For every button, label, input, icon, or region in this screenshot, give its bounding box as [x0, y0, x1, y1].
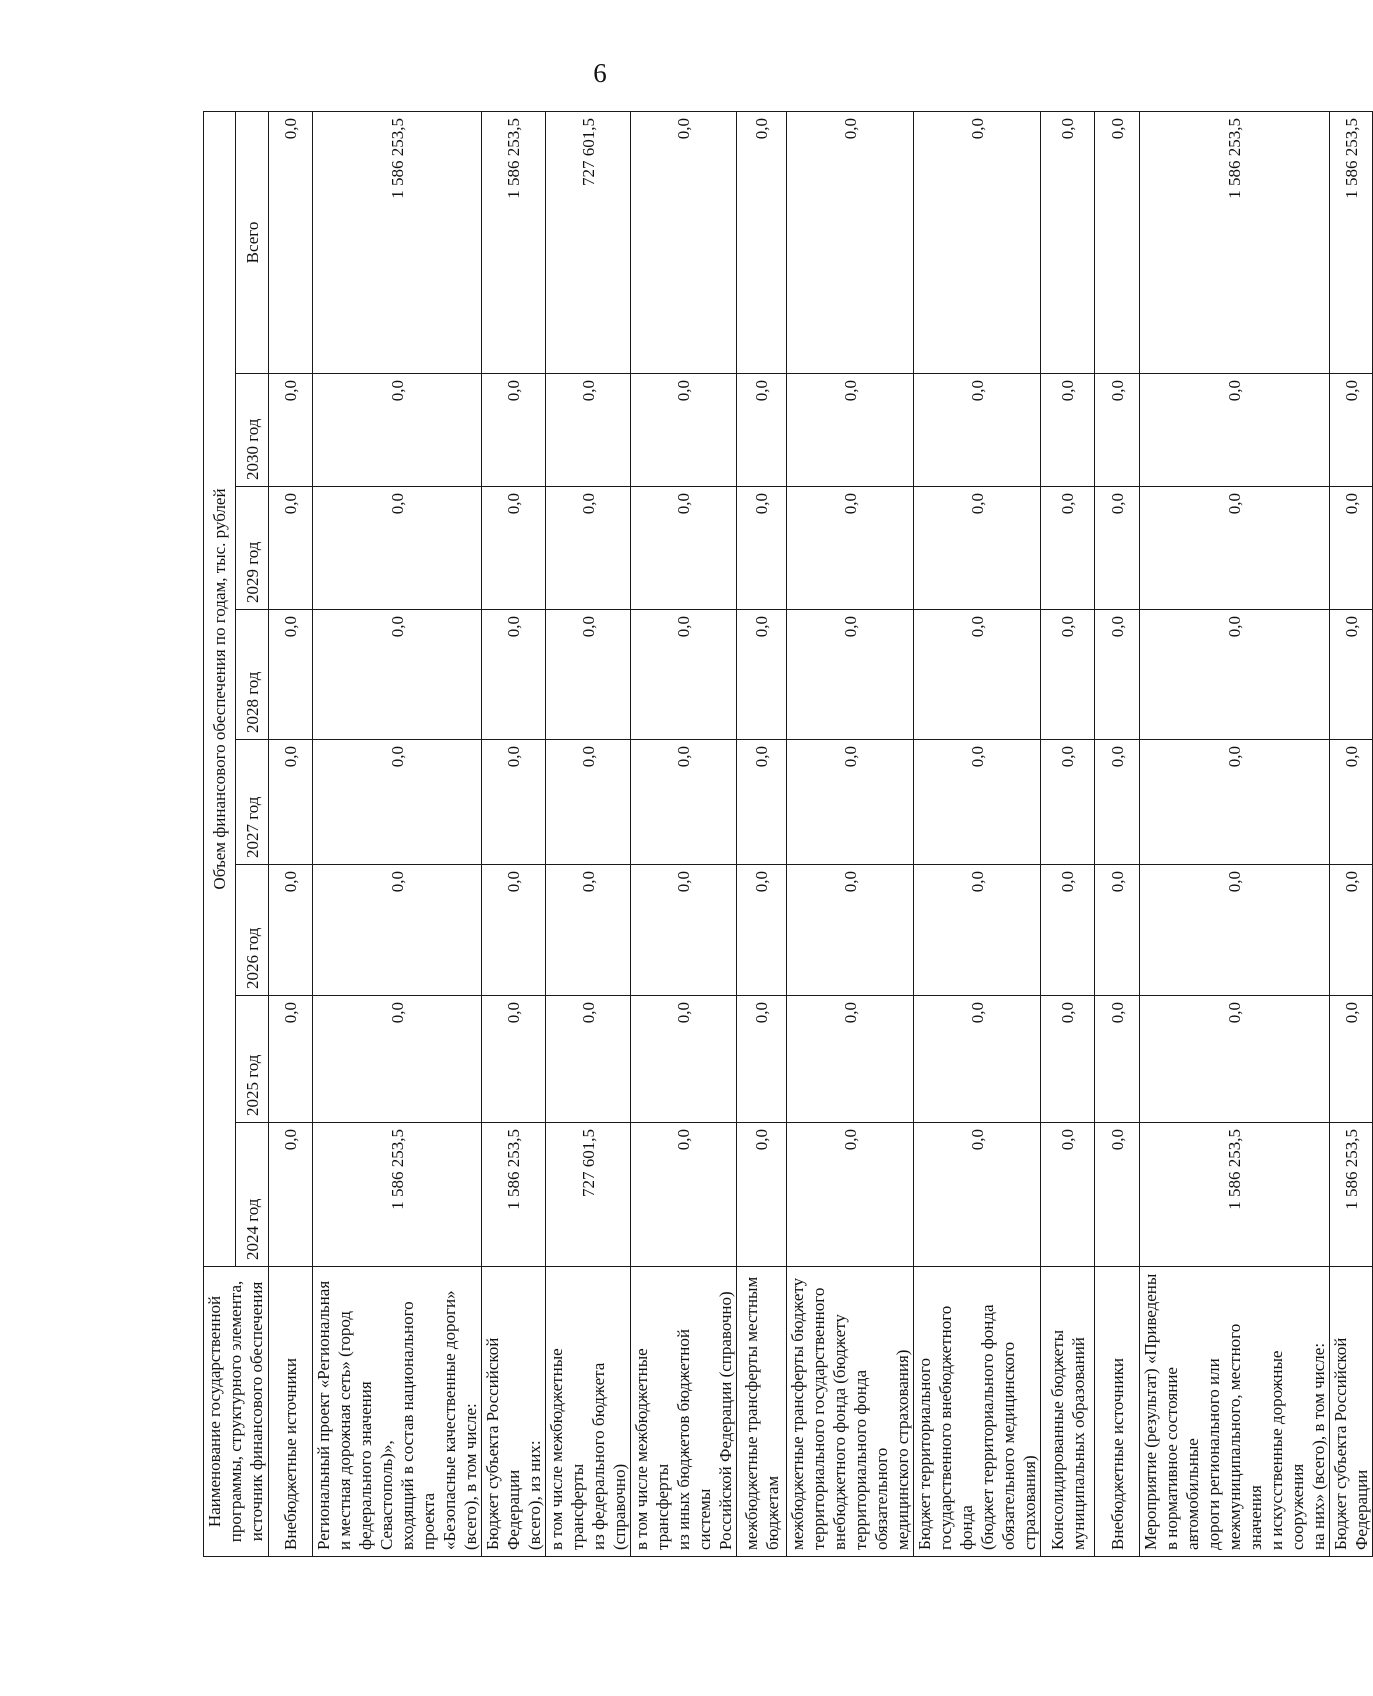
row-year-value: 0,0 [1140, 996, 1330, 1123]
row-year-value: 0,0 [1140, 865, 1330, 996]
row-label-line: Бюджет субъекта Российской Федерации [1331, 1337, 1371, 1550]
row-label-line: из иных бюджетов бюджетной системы [674, 1329, 714, 1550]
row-year-value: 0,0 [737, 374, 787, 487]
page-number: 6 [593, 58, 607, 88]
header-year-2027: 2027 год [236, 740, 269, 865]
row-year-value: 0,0 [787, 487, 914, 610]
table-row [914, 111, 1041, 1556]
row-year-value: 0,0 [1330, 996, 1373, 1123]
row-year-value: 0,0 [914, 610, 1041, 740]
row-label-line: Внебюджетные источники [1107, 1358, 1127, 1550]
row-year-value: 0,0 [631, 740, 737, 865]
row-year-value: 0,0 [914, 996, 1041, 1123]
row-label-line: государственного внебюджетного фонда [936, 1305, 976, 1550]
row-label-line: дороги регионального или [1204, 1358, 1223, 1550]
header-year-2024: 2024 год [236, 1123, 269, 1267]
row-year-value: 0,0 [269, 865, 313, 996]
row-label-line: внебюджетного фонда (бюджету [830, 1314, 849, 1550]
row-label [737, 1267, 787, 1557]
financing-table [203, 111, 1373, 1557]
row-label [1140, 1267, 1330, 1557]
rotated-table-wrapper [203, 112, 1371, 1557]
row-label-line: Мероприятие (результат) «Приведены [1141, 1273, 1160, 1550]
row-label [482, 1267, 546, 1557]
row-total-value: 0,0 [737, 111, 787, 373]
row-year-value: 0,0 [1041, 610, 1095, 740]
row-label-line: (всего), в том числе: [461, 1403, 480, 1550]
row-label-line: в том числе межбюджетные трансферты [547, 1348, 587, 1550]
row-label-line: межмуниципального, местного значения [1225, 1323, 1265, 1550]
row-label-line: медицинского страхования) [893, 1349, 912, 1550]
row-label-line: «Безопасные качественные дороги» [440, 1290, 459, 1550]
row-total-value: 727 601,5 [546, 111, 631, 373]
row-year-value: 0,0 [631, 374, 737, 487]
row-year-value: 0,0 [1041, 1123, 1095, 1267]
row-year-value: 0,0 [1095, 1123, 1140, 1267]
row-year-value: 0,0 [546, 996, 631, 1123]
row-label-line: на них» (всего), в том числе: [1309, 1342, 1328, 1550]
row-year-value: 0,0 [1330, 487, 1373, 610]
row-total-value: 0,0 [787, 111, 914, 373]
row-label-line: Региональный проект «Региональная [314, 1280, 333, 1550]
row-total-value: 0,0 [1041, 111, 1095, 373]
header-total: Всего [236, 111, 269, 373]
row-year-value: 0,0 [1095, 996, 1140, 1123]
row-year-value: 0,0 [313, 740, 482, 865]
row-year-value: 0,0 [787, 374, 914, 487]
row-total-value: 0,0 [631, 111, 737, 373]
row-label [1095, 1267, 1140, 1557]
row-total-value: 0,0 [1095, 111, 1140, 373]
row-year-value: 1 586 253,5 [313, 1123, 482, 1267]
row-year-value: 0,0 [482, 610, 546, 740]
row-year-value: 0,0 [1095, 374, 1140, 487]
row-year-value: 0,0 [914, 865, 1041, 996]
row-year-value: 0,0 [631, 487, 737, 610]
row-label-line: бюджетам [762, 1475, 782, 1550]
row-year-value: 0,0 [787, 865, 914, 996]
table-row [1095, 111, 1140, 1556]
row-total-value: 0,0 [269, 111, 313, 373]
row-year-value: 0,0 [313, 487, 482, 610]
row-year-value: 0,0 [546, 740, 631, 865]
row-year-value: 0,0 [482, 865, 546, 996]
row-year-value: 0,0 [1041, 740, 1095, 865]
row-year-value: 0,0 [313, 865, 482, 996]
row-label-line: муниципальных образований [1068, 1337, 1088, 1550]
row-year-value: 0,0 [737, 996, 787, 1123]
row-label-line: Бюджет территориального [915, 1358, 934, 1550]
row-year-value: 0,0 [1041, 374, 1095, 487]
row-label-line: Внебюджетные источники [281, 1358, 300, 1550]
row-label-line: в том числе межбюджетные трансферты [632, 1348, 672, 1550]
row-year-value: 0,0 [269, 996, 313, 1123]
row-total-value: 1 586 253,5 [1330, 111, 1373, 373]
table-row [1041, 111, 1095, 1556]
header-year-2025: 2025 год [236, 996, 269, 1123]
row-year-value: 0,0 [914, 740, 1041, 865]
row-label [787, 1267, 914, 1557]
header-financing-group: Объем финансового обеспечения по годам, тыс. рублей [204, 111, 236, 1266]
row-label [914, 1267, 1041, 1557]
row-year-value: 0,0 [1095, 865, 1140, 996]
row-label [1330, 1267, 1373, 1557]
row-year-value: 0,0 [269, 740, 313, 865]
row-label-line: межбюджетные трансферты местным [741, 1276, 761, 1550]
row-year-value: 0,0 [1041, 865, 1095, 996]
table-row [737, 111, 787, 1556]
table-row [787, 111, 914, 1556]
row-year-value: 0,0 [482, 740, 546, 865]
row-total-value: 0,0 [914, 111, 1041, 373]
header-name-column: Наименование государственной программы, структурного элемента, источник финансового обеспечения [204, 1267, 269, 1557]
row-year-value: 0,0 [1095, 487, 1140, 610]
row-total-value: 1 586 253,5 [482, 111, 546, 373]
row-label-line: входящий в состав национального проекта [398, 1301, 438, 1550]
row-year-value: 0,0 [1095, 610, 1140, 740]
row-year-value: 0,0 [546, 487, 631, 610]
row-year-value: 0,0 [1330, 865, 1373, 996]
row-label-line: (всего), из них: [525, 1440, 544, 1550]
row-year-value: 0,0 [1140, 487, 1330, 610]
row-year-value: 0,0 [737, 1123, 787, 1267]
table-row [269, 111, 313, 1556]
row-year-value: 0,0 [737, 865, 787, 996]
row-year-value: 0,0 [787, 1123, 914, 1267]
row-year-value: 0,0 [546, 865, 631, 996]
row-year-value: 0,0 [1140, 610, 1330, 740]
row-year-value: 0,0 [1095, 740, 1140, 865]
table-body [269, 111, 1373, 1556]
row-label-line: федерального значения Севастополь)», [356, 1381, 396, 1550]
row-year-value: 0,0 [737, 610, 787, 740]
row-year-value: 0,0 [631, 865, 737, 996]
row-label-line: межбюджетные трансферты бюджету [788, 1277, 807, 1550]
row-label-line: из федерального бюджета (справочно) [589, 1362, 629, 1550]
row-year-value: 0,0 [631, 996, 737, 1123]
row-label-line: в нормативное состояние автомобильные [1162, 1367, 1202, 1550]
row-year-value: 0,0 [787, 740, 914, 865]
row-label-line: и местная дорожная сеть» (город [335, 1310, 354, 1550]
row-year-value: 0,0 [1041, 996, 1095, 1123]
row-year-value: 727 601,5 [546, 1123, 631, 1267]
row-year-value: 0,0 [631, 1123, 737, 1267]
row-year-value: 0,0 [546, 610, 631, 740]
header-year-2030: 2030 год [236, 374, 269, 487]
row-year-value: 0,0 [1041, 487, 1095, 610]
row-label-line: Консолидированные бюджеты [1047, 1329, 1067, 1550]
row-year-value: 0,0 [313, 610, 482, 740]
table-row [1330, 111, 1373, 1556]
row-label-line: (бюджет территориального фонда [978, 1304, 997, 1550]
row-year-value: 0,0 [313, 996, 482, 1123]
row-year-value: 0,0 [1330, 374, 1373, 487]
header-year-2026: 2026 год [236, 865, 269, 996]
row-year-value: 0,0 [482, 487, 546, 610]
row-year-value: 0,0 [737, 487, 787, 610]
row-label-line: территориального фонда обязательного [851, 1369, 891, 1550]
row-total-value: 1 586 253,5 [1140, 111, 1330, 373]
row-year-value: 0,0 [482, 374, 546, 487]
row-year-value: 0,0 [914, 374, 1041, 487]
row-year-value: 0,0 [787, 610, 914, 740]
row-year-value: 0,0 [914, 1123, 1041, 1267]
row-label [1041, 1267, 1095, 1557]
header-year-2028: 2028 год [236, 610, 269, 740]
row-year-value: 0,0 [269, 1123, 313, 1267]
row-year-value: 0,0 [631, 610, 737, 740]
row-label-line: Российской Федерации (справочно) [716, 1291, 735, 1550]
row-year-value: 0,0 [546, 374, 631, 487]
table-row [482, 111, 546, 1556]
table-row [631, 111, 737, 1556]
row-year-value: 0,0 [787, 996, 914, 1123]
table-row [313, 111, 482, 1556]
row-year-value: 0,0 [482, 996, 546, 1123]
row-year-value: 1 586 253,5 [1140, 1123, 1330, 1267]
row-label [546, 1267, 631, 1557]
table-row [546, 111, 631, 1556]
row-label [631, 1267, 737, 1557]
row-year-value: 0,0 [269, 610, 313, 740]
row-year-value: 0,0 [914, 487, 1041, 610]
row-total-value: 1 586 253,5 [313, 111, 482, 373]
row-year-value: 1 586 253,5 [482, 1123, 546, 1267]
row-year-value: 0,0 [1330, 610, 1373, 740]
row-label-line: территориального государственного [809, 1287, 828, 1550]
table-row [1140, 111, 1330, 1556]
row-label-line: и искусственные дорожные сооружения [1267, 1350, 1307, 1550]
row-year-value: 0,0 [1140, 374, 1330, 487]
row-year-value: 0,0 [1330, 740, 1373, 865]
row-year-value: 0,0 [313, 374, 482, 487]
row-label-line: обязательного медицинского страхования) [999, 1341, 1039, 1550]
row-year-value: 1 586 253,5 [1330, 1123, 1373, 1267]
row-year-value: 0,0 [1140, 740, 1330, 865]
row-year-value: 0,0 [269, 487, 313, 610]
row-label-line: Бюджет субъекта Российской Федерации [483, 1337, 523, 1550]
header-year-2029: 2029 год [236, 487, 269, 610]
row-year-value: 0,0 [737, 740, 787, 865]
row-year-value: 0,0 [269, 374, 313, 487]
row-label [269, 1267, 313, 1557]
row-label [313, 1267, 482, 1557]
